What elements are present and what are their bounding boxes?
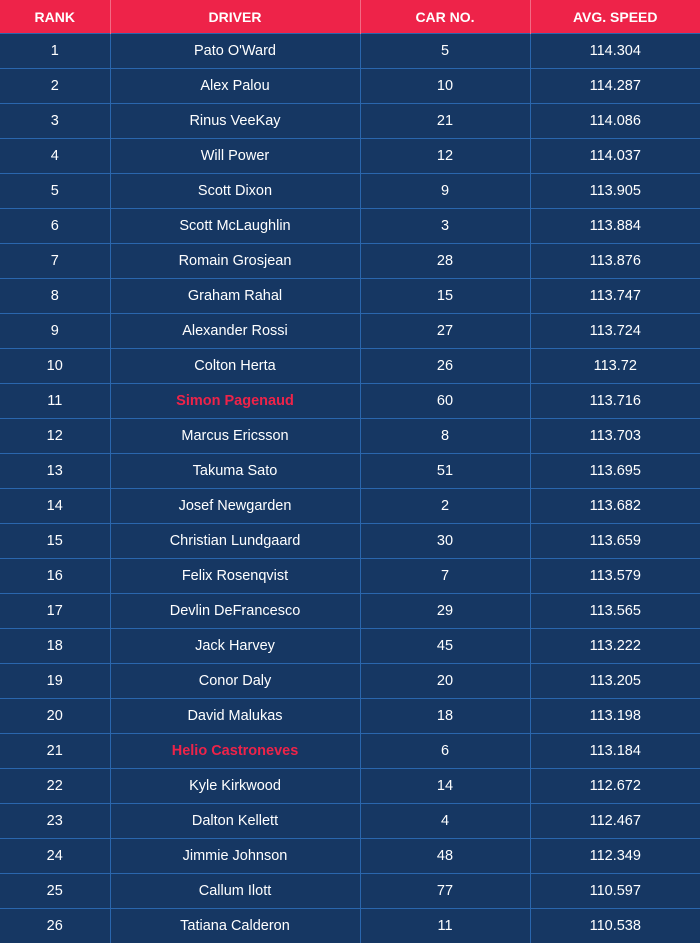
table-row bbox=[0, 699, 700, 734]
rank-cell: 26 bbox=[0, 909, 110, 943]
rank-cell: 16 bbox=[0, 559, 110, 594]
avg-speed-cell: 110.597 bbox=[530, 874, 700, 909]
table-row bbox=[0, 139, 700, 174]
avg-speed-cell: 113.695 bbox=[530, 454, 700, 489]
car-number-cell: 29 bbox=[360, 594, 530, 629]
table-header bbox=[0, 0, 700, 34]
avg-speed-cell: 113.659 bbox=[530, 524, 700, 559]
avg-speed-cell: 113.222 bbox=[530, 629, 700, 664]
car-number-cell: 77 bbox=[360, 874, 530, 909]
rank-cell: 7 bbox=[0, 244, 110, 279]
table-row bbox=[0, 804, 700, 839]
car-number-cell: 8 bbox=[360, 419, 530, 454]
driver-cell: Callum Ilott bbox=[110, 874, 360, 909]
table-row bbox=[0, 734, 700, 769]
rank-cell: 2 bbox=[0, 69, 110, 104]
table-row bbox=[0, 384, 700, 419]
rank-cell: 8 bbox=[0, 279, 110, 314]
rank-cell: 18 bbox=[0, 629, 110, 664]
avg-speed-cell: 114.304 bbox=[530, 34, 700, 69]
driver-cell: Colton Herta bbox=[110, 349, 360, 384]
driver-cell: Graham Rahal bbox=[110, 279, 360, 314]
avg-speed-cell: 113.184 bbox=[530, 734, 700, 769]
car-number-cell: 14 bbox=[360, 769, 530, 804]
driver-cell: Scott Dixon bbox=[110, 174, 360, 209]
avg-speed-cell: 113.198 bbox=[530, 699, 700, 734]
avg-speed-cell: 113.747 bbox=[530, 279, 700, 314]
table-body bbox=[0, 34, 700, 943]
avg-speed-cell: 114.086 bbox=[530, 104, 700, 139]
table-row bbox=[0, 419, 700, 454]
car-number-cell: 9 bbox=[360, 174, 530, 209]
header-rank: RANK bbox=[0, 0, 110, 34]
driver-cell: Pato O'Ward bbox=[110, 34, 360, 69]
driver-cell: Will Power bbox=[110, 139, 360, 174]
table-row bbox=[0, 279, 700, 314]
table-row bbox=[0, 69, 700, 104]
avg-speed-cell: 112.672 bbox=[530, 769, 700, 804]
table-row bbox=[0, 314, 700, 349]
avg-speed-cell: 113.205 bbox=[530, 664, 700, 699]
driver-cell: David Malukas bbox=[110, 699, 360, 734]
car-number-cell: 20 bbox=[360, 664, 530, 699]
driver-cell: Alex Palou bbox=[110, 69, 360, 104]
driver-cell: Scott McLaughlin bbox=[110, 209, 360, 244]
driver-cell: Simon Pagenaud bbox=[110, 384, 360, 419]
header-avg-speed: AVG. SPEED bbox=[530, 0, 700, 34]
car-number-cell: 48 bbox=[360, 839, 530, 874]
car-number-cell: 60 bbox=[360, 384, 530, 419]
rank-cell: 14 bbox=[0, 489, 110, 524]
table-row bbox=[0, 524, 700, 559]
car-number-cell: 26 bbox=[360, 349, 530, 384]
rank-cell: 11 bbox=[0, 384, 110, 419]
table-row bbox=[0, 244, 700, 279]
table-row bbox=[0, 209, 700, 244]
avg-speed-cell: 113.884 bbox=[530, 209, 700, 244]
car-number-cell: 10 bbox=[360, 69, 530, 104]
driver-cell: Devlin DeFrancesco bbox=[110, 594, 360, 629]
header-car-no: CAR NO. bbox=[360, 0, 530, 34]
car-number-cell: 51 bbox=[360, 454, 530, 489]
avg-speed-cell: 113.716 bbox=[530, 384, 700, 419]
car-number-cell: 12 bbox=[360, 139, 530, 174]
rank-cell: 4 bbox=[0, 139, 110, 174]
driver-cell: Helio Castroneves bbox=[110, 734, 360, 769]
avg-speed-cell: 113.565 bbox=[530, 594, 700, 629]
avg-speed-cell: 113.579 bbox=[530, 559, 700, 594]
car-number-cell: 4 bbox=[360, 804, 530, 839]
table-row bbox=[0, 454, 700, 489]
driver-cell: Rinus VeeKay bbox=[110, 104, 360, 139]
rank-cell: 24 bbox=[0, 839, 110, 874]
driver-cell: Kyle Kirkwood bbox=[110, 769, 360, 804]
avg-speed-cell: 113.905 bbox=[530, 174, 700, 209]
car-number-cell: 30 bbox=[360, 524, 530, 559]
rank-cell: 9 bbox=[0, 314, 110, 349]
car-number-cell: 11 bbox=[360, 909, 530, 943]
avg-speed-cell: 113.72 bbox=[530, 349, 700, 384]
avg-speed-cell: 112.467 bbox=[530, 804, 700, 839]
driver-cell: Felix Rosenqvist bbox=[110, 559, 360, 594]
car-number-cell: 45 bbox=[360, 629, 530, 664]
rank-cell: 3 bbox=[0, 104, 110, 139]
car-number-cell: 28 bbox=[360, 244, 530, 279]
avg-speed-cell: 113.682 bbox=[530, 489, 700, 524]
table-row bbox=[0, 174, 700, 209]
rank-cell: 19 bbox=[0, 664, 110, 699]
rank-cell: 6 bbox=[0, 209, 110, 244]
driver-cell: Tatiana Calderon bbox=[110, 909, 360, 943]
table-row bbox=[0, 664, 700, 699]
car-number-cell: 3 bbox=[360, 209, 530, 244]
table-row bbox=[0, 34, 700, 69]
rank-cell: 5 bbox=[0, 174, 110, 209]
rank-cell: 10 bbox=[0, 349, 110, 384]
driver-cell: Romain Grosjean bbox=[110, 244, 360, 279]
driver-cell: Dalton Kellett bbox=[110, 804, 360, 839]
rank-cell: 23 bbox=[0, 804, 110, 839]
driver-cell: Conor Daly bbox=[110, 664, 360, 699]
rank-cell: 17 bbox=[0, 594, 110, 629]
rank-cell: 15 bbox=[0, 524, 110, 559]
table-row bbox=[0, 489, 700, 524]
avg-speed-cell: 114.287 bbox=[530, 69, 700, 104]
table-row bbox=[0, 769, 700, 804]
header-driver: DRIVER bbox=[110, 0, 360, 34]
car-number-cell: 6 bbox=[360, 734, 530, 769]
table-row bbox=[0, 349, 700, 384]
avg-speed-cell: 114.037 bbox=[530, 139, 700, 174]
avg-speed-cell: 113.876 bbox=[530, 244, 700, 279]
table-row bbox=[0, 839, 700, 874]
driver-cell: Marcus Ericsson bbox=[110, 419, 360, 454]
header-row bbox=[0, 0, 700, 34]
driver-cell: Takuma Sato bbox=[110, 454, 360, 489]
avg-speed-cell: 113.724 bbox=[530, 314, 700, 349]
rank-cell: 21 bbox=[0, 734, 110, 769]
driver-cell: Jack Harvey bbox=[110, 629, 360, 664]
driver-cell: Alexander Rossi bbox=[110, 314, 360, 349]
driver-cell: Jimmie Johnson bbox=[110, 839, 360, 874]
table-row bbox=[0, 874, 700, 909]
table-row bbox=[0, 104, 700, 139]
rank-cell: 13 bbox=[0, 454, 110, 489]
car-number-cell: 27 bbox=[360, 314, 530, 349]
rank-cell: 22 bbox=[0, 769, 110, 804]
driver-cell: Josef Newgarden bbox=[110, 489, 360, 524]
rank-cell: 25 bbox=[0, 874, 110, 909]
car-number-cell: 2 bbox=[360, 489, 530, 524]
car-number-cell: 7 bbox=[360, 559, 530, 594]
rank-cell: 20 bbox=[0, 699, 110, 734]
avg-speed-cell: 113.703 bbox=[530, 419, 700, 454]
avg-speed-cell: 110.538 bbox=[530, 909, 700, 943]
car-number-cell: 5 bbox=[360, 34, 530, 69]
rank-cell: 1 bbox=[0, 34, 110, 69]
table-row bbox=[0, 629, 700, 664]
car-number-cell: 18 bbox=[360, 699, 530, 734]
car-number-cell: 15 bbox=[360, 279, 530, 314]
car-number-cell: 21 bbox=[360, 104, 530, 139]
table-row bbox=[0, 594, 700, 629]
table-row bbox=[0, 909, 700, 943]
table-row bbox=[0, 559, 700, 594]
rank-cell: 12 bbox=[0, 419, 110, 454]
driver-cell: Christian Lundgaard bbox=[110, 524, 360, 559]
avg-speed-cell: 112.349 bbox=[530, 839, 700, 874]
